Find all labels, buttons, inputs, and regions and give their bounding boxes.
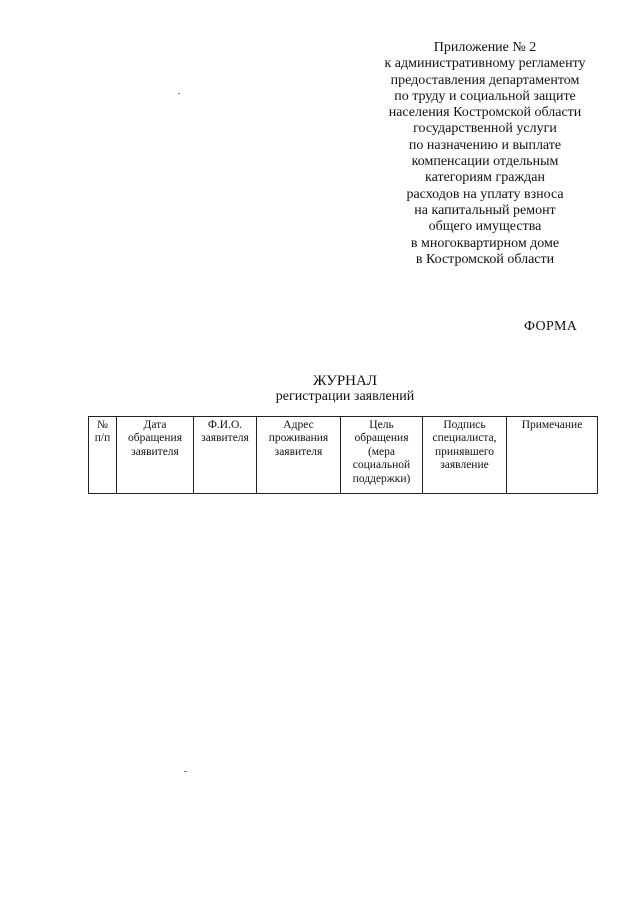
column-header-signature: Подпись специалиста, принявшего заявление [423,417,507,494]
appendix-header [360,40,610,268]
appendix-line: категориям граждан [425,170,545,186]
column-header-number: № п/п [89,417,117,494]
table-header-row [89,417,598,494]
appendix-line: к административному регламенту [384,56,586,72]
column-header-address: Адрес проживания заявителя [257,417,341,494]
appendix-line: компенсации отдельным [411,154,559,170]
appendix-line: расходов на уплату взноса [406,186,564,202]
appendix-line: населения Костромской области [388,105,582,121]
journal-title: ЖУРНАЛ [312,373,378,389]
appendix-line: по труду и социальной защите [394,88,576,104]
appendix-line: государственной услуги [413,121,557,137]
appendix-line: Приложение № 2 [433,40,537,55]
column-header-note: Примечание [507,417,598,494]
column-header-date: Дата обращения заявителя [117,417,194,494]
appendix-line: по назначению и выплате [408,137,562,153]
appendix-line: на капитальный ремонт [414,202,556,218]
scan-speck [184,771,187,772]
appendix-line: предоставления департаментом [390,72,580,88]
form-label: ФОРМА [524,319,578,334]
column-header-name: Ф.И.О. заявителя [194,417,257,494]
scan-speck [178,93,180,94]
column-header-purpose: Цель обращения (мера социальной поддержки) [341,417,423,494]
appendix-line: общего имущества [428,219,542,235]
journal-subtitle: регистрации заявлений [275,389,415,404]
appendix-line: в Костромской области [415,251,555,267]
appendix-line: в многоквартирном доме [410,235,560,251]
registration-table [88,416,598,494]
